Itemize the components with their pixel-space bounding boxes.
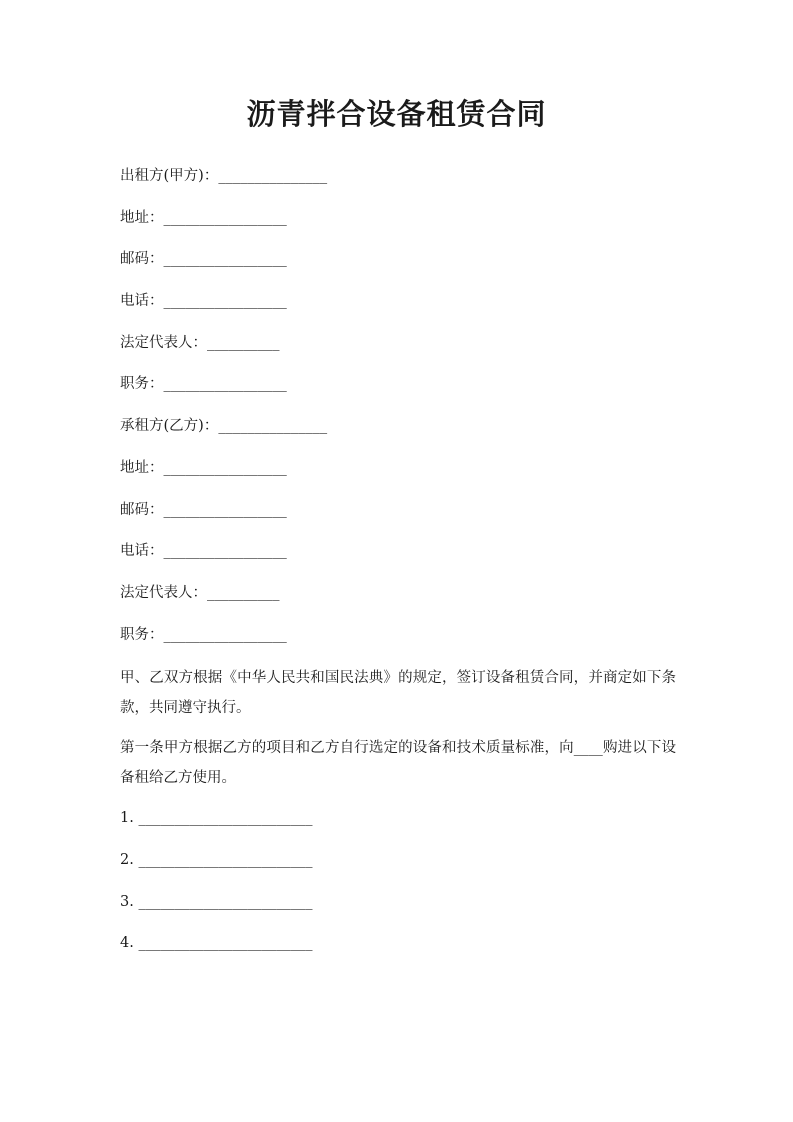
lessor-heading: 出租方(甲方)：_______________ [120,168,328,184]
equipment-item: 4. ________________________ [120,935,313,952]
document-body [120,163,676,972]
lessor-postcode: 邮码：_________________ [120,251,287,268]
intro-paragraph: 甲、乙双方根据《中华人民共和国民法典》的规定，签订设备租赁合同，并商定如下条款，共同遵守执行。 [120,670,676,717]
lessor-phone: 电话：_________________ [120,293,287,310]
article-one-paragraph: 第一条甲方根据乙方的项目和乙方自行选定的设备和技术质量标准，向____购进以下设备租给乙方使用。 [120,740,676,787]
lessee-representative: 法定代表人：__________ [120,584,280,601]
lessee-postcode: 邮码：_________________ [120,501,287,518]
lessee-heading: 承租方(乙方)：_______________ [120,418,328,435]
lessee-phone: 电话：_________________ [120,543,287,560]
lessor-representative: 法定代表人：__________ [120,334,280,351]
equipment-item: 2. ________________________ [120,851,313,868]
lessee-position: 职务：_________________ [120,626,287,643]
lessee-address: 地址：_________________ [120,459,287,476]
lessor-address: 地址：_________________ [120,209,287,226]
equipment-item: 3. ________________________ [120,893,313,910]
document-title: 沥青拌合设备租赁合同 [246,97,547,131]
lessor-position: 职务：_________________ [120,376,287,393]
equipment-item: 1. ________________________ [120,810,313,827]
